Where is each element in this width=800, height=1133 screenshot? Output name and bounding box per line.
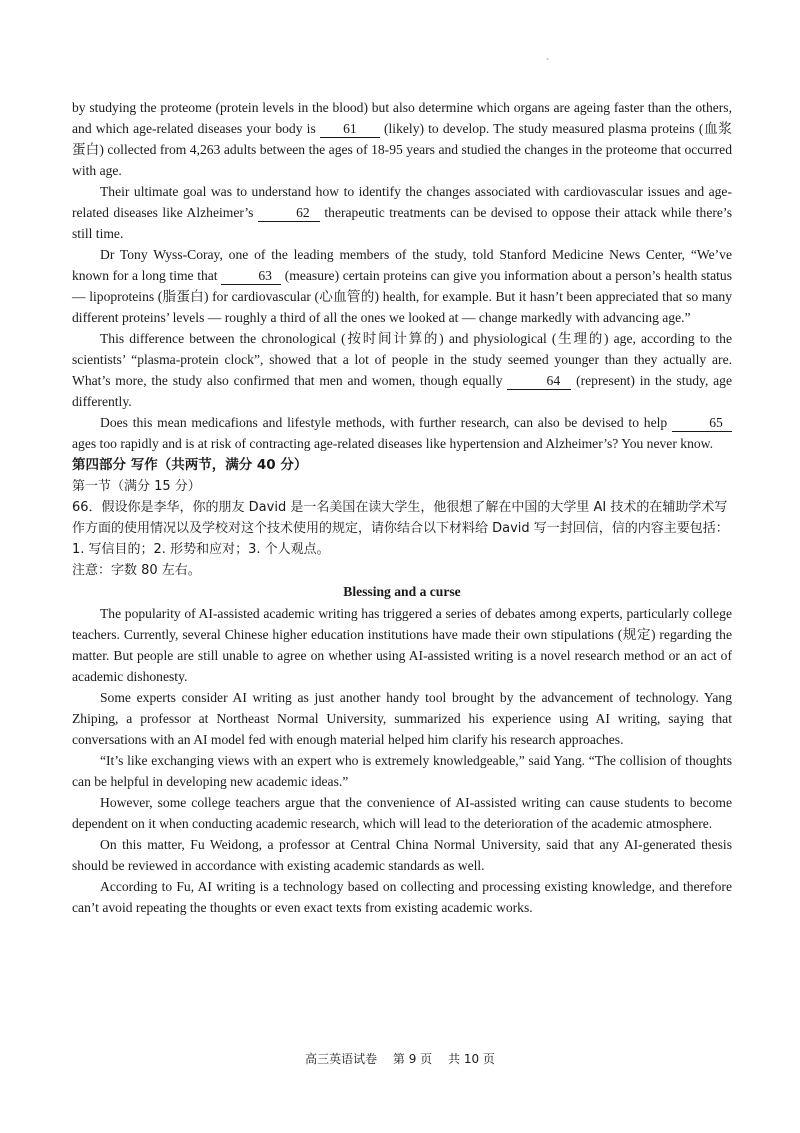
article-paragraph: On this matter, Fu Weidong, a professor at Central China Normal University, said that any AI-generated thesis should be reviewed in accordance with existing academic standards as well.: [72, 837, 732, 873]
passage-paragraph-1: [72, 97, 732, 181]
passage-text: by studying the proteome (protein levels in the blood) but also determine which organs are ageing faster than the others, and which age-related diseases your body is: [72, 100, 732, 136]
section-1-title: 第一节（满分 15 分）: [72, 479, 201, 494]
passage-text: This difference between the chronological (按时间计算的) and physiological (生理的) age, according to the scientists’ “plasma-protein clock”, showed that a lot of people in the study seemed younger than they actually are. What’s more, the study also confirmed that men and women, though equally: [72, 331, 732, 388]
passage-text: Dr Tony Wyss-Coray, one of the leading members of the study, told Stanford Medicine News Center, “We’ve known for a long time that: [72, 247, 732, 283]
blank-63[interactable]: 63: [221, 267, 281, 285]
footer-page-number: 第 9 页: [392, 1052, 433, 1066]
page-footer: [0, 1050, 800, 1067]
passage-paragraph-5: [72, 412, 732, 454]
document-page: [72, 97, 732, 918]
blank-65[interactable]: 65: [672, 414, 732, 432]
question-66-note: 注意：字数 80 左右。: [72, 563, 201, 578]
passage-text: Their ultimate goal was to understand how to identify the changes associated with cardiovascular issues and age-related diseases like Alzheimer’s: [72, 184, 732, 220]
blank-62[interactable]: 62: [258, 204, 320, 222]
passage-text: ages too rapidly and is at risk of contracting age-related diseases like hypertension and Alzheimer’s? You never know.: [72, 436, 713, 451]
scan-mark: `: [546, 58, 550, 69]
article-title: Blessing and a curse: [343, 584, 461, 599]
passage-text: (represent) in the study, age differently.: [72, 373, 732, 409]
article-paragraph: However, some college teachers argue that the convenience of AI-assisted writing can cause students to become dependent on it when conducting academic research, which will lead to the deterioration of the academic atmosphere.: [72, 795, 732, 831]
passage-text: Does this mean medicafions and lifestyle methods, with further research, can also be devised to help: [100, 415, 672, 430]
article-paragraph: “It’s like exchanging views with an expert who is extremely knowledgeable,” said Yang. “The collision of thoughts can be helpful in developing new academic ideas.”: [72, 753, 732, 789]
blank-64[interactable]: 64: [507, 372, 571, 390]
footer-exam-name: 高三英语试卷: [305, 1052, 378, 1066]
passage-text: (likely) to develop. The study measured plasma proteins (血浆蛋白) collected from 4,263 adults between the ages of 18-95 years and studied the changes in the proteome that occurred with age.: [72, 121, 732, 178]
article-paragraph: According to Fu, AI writing is a technology based on collecting and processing existing knowledge, and therefore can’t avoid repeating the thoughts or even exact texts from existing academic works.: [72, 879, 732, 915]
blank-61[interactable]: 61: [320, 120, 380, 138]
question-66-prompt: 66．假设你是李华，你的朋友 David 是一名美国在读大学生，他很想了解在中国的大学里 AI 技术的在辅助学术写作方面的使用情况以及学校对这个技术使用的规定，请你结合以下材料给 David 写一封回信，信的内容主要包括：: [72, 500, 729, 536]
passage-text: therapeutic treatments can be devised to oppose their attack while there’s still time.: [72, 205, 733, 241]
passage-paragraph-2: [72, 181, 732, 244]
passage-text: (measure) certain proteins can give you information about a person’s health status — lipoproteins (脂蛋白) for cardiovascular (心血管的) health, for example. But it hasn’t been appreciated that so many different proteins’ levels — roughly a third of all the ones we looked at — change markedly with advancing age.”: [72, 268, 732, 325]
question-66-points: 1. 写信目的；2. 形势和应对；3. 个人观点。: [72, 542, 330, 557]
section-4-title: 第四部分 写作（共两节，满分 40 分）: [72, 457, 308, 473]
article-paragraph: The popularity of AI-assisted academic writing has triggered a series of debates among experts, particularly college teachers. Currently, several Chinese higher education institutions have made their own stipulations (规定) regarding the matter. But people are still unable to agree on whether using AI-assisted writing is a novel research method or an act of academic dishonesty.: [72, 606, 732, 684]
passage-paragraph-4: [72, 328, 732, 412]
passage-paragraph-3: [72, 244, 732, 328]
article-paragraph: Some experts consider AI writing as just another handy tool brought by the advancement of technology. Yang Zhiping, a professor at Northeast Normal University, summarized his experience using AI writing, saying that conversations with an AI model fed with enough material helped him clarify his research approaches.: [72, 690, 732, 747]
footer-total-pages: 共 10 页: [448, 1052, 495, 1066]
